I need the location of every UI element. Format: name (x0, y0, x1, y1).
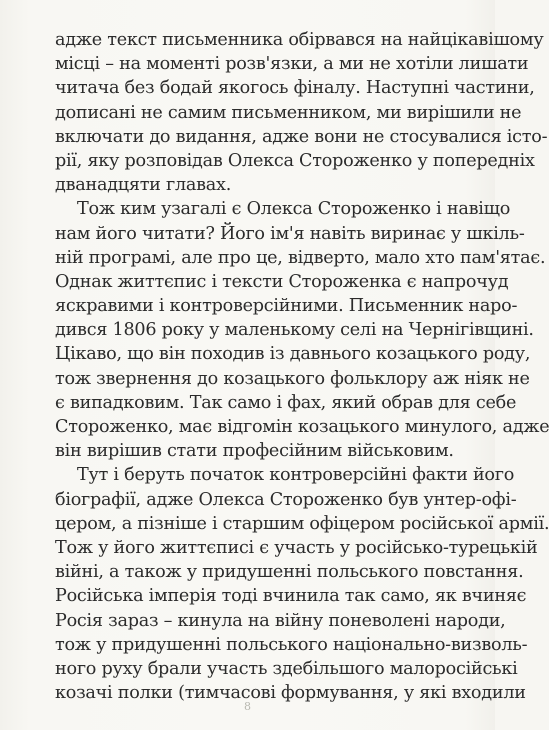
text-line: дився 1806 року у маленькому селі на Чернігівщині. (55, 320, 534, 341)
text-line: Цікаво, що він походив із давнього козацького роду, (55, 344, 531, 365)
text-line: дванадцяти главах. (55, 175, 232, 196)
text-line: включати до видання, адже вони не стосувалися істо- (55, 126, 548, 147)
text-line: рії, яку розповідав Олекса Стороженко у попередніх (55, 150, 535, 171)
text-line: місці – на моменті розв'язки, а ми не хотіли лишати (55, 54, 529, 75)
text-line: війні, а також у придушенні польського повстання. (55, 562, 524, 583)
text-line: дописані не самим письменником, ми вирішили не (55, 102, 522, 123)
text-line: ній програмі, але про це, відверто, мало хто пам'ятає. (55, 247, 546, 268)
text-line: Стороженко, має відгомін козацького минулого, адже (55, 417, 549, 437)
paragraph-start-line: Тут і беруть початок контроверсійні факти його (77, 465, 515, 486)
text-line: адже текст письменника обірвався на найцікавішому (55, 30, 544, 50)
text-line: нам його читати? Його ім'я навіть виринає у шкіль- (55, 223, 525, 244)
text-line: читача без бодай якогось фіналу. Наступні частини, (55, 78, 535, 99)
text-line: він вирішив стати професійним військовим. (55, 441, 454, 462)
text-line: тож у придушенні польського національно-визволь- (55, 634, 528, 655)
paragraph-start-line: Тож ким узагалі є Олекса Стороженко і навіщо (77, 199, 511, 220)
text-line: є випадковим. Так само і фах, який обрав для себе (55, 392, 517, 413)
text-line: яскравими і контроверсійними. Письменник наро- (55, 296, 518, 317)
text-line: Росія зараз – кинула на війну поневолені народи, (55, 610, 506, 631)
text-line: цером, а пізніше і старшим офіцером російської армії. (55, 513, 549, 534)
text-line: біографії, адже Олекса Стороженко був унтер-офі- (55, 489, 517, 510)
text-line: ного руху брали участь здебільшого малоросійські (55, 658, 518, 679)
text-line: козачі полки (тимчасові формування, у які входили (55, 683, 526, 704)
text-line: Російська імперія тоді вчинила так само, як вчиняє (55, 586, 527, 607)
text-line: тож звернення до козацького фольклору аж ніяк не (55, 368, 530, 389)
text-line: Однак життєпис і тексти Стороженка є напрочуд (55, 271, 509, 292)
page-number: 8 (244, 700, 251, 713)
text-line: Тож у його життєписі є участь у російсько-турецькій (55, 537, 538, 558)
body-text (55, 28, 549, 705)
